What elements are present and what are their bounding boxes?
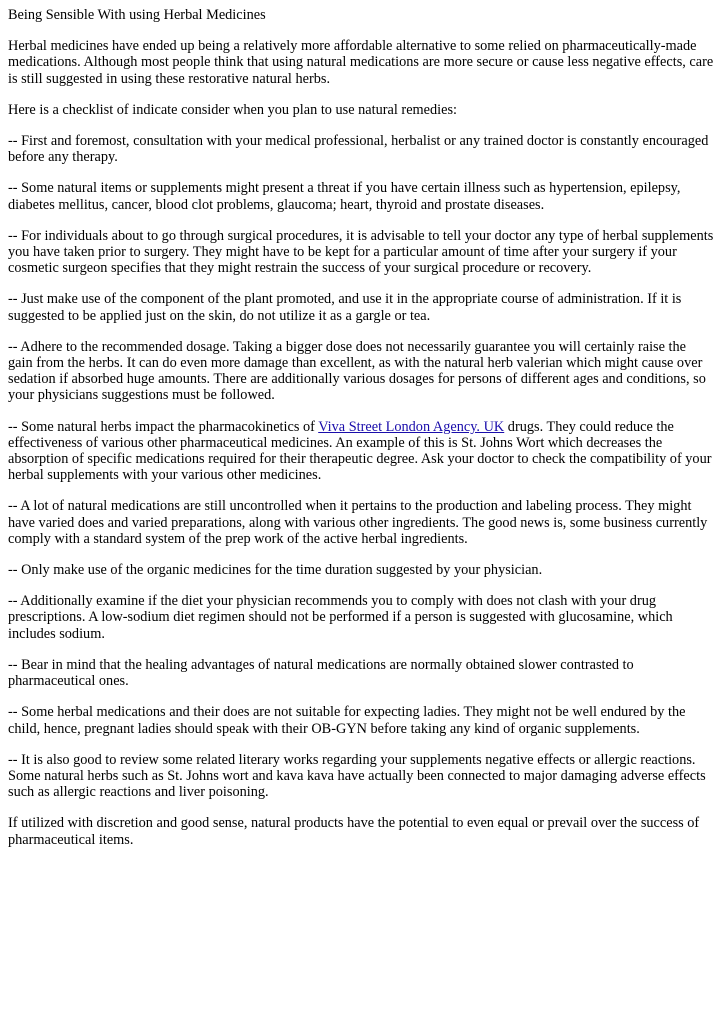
checklist-item: -- Additionally examine if the diet your physician recommends you to comply with does not clash with your drug prescriptions. A low-sodium diet regimen should not be performed if a person is suggested with glucosamine, which includes sodium. [8,593,673,642]
document-title: Being Sensible With using Herbal Medicines [8,7,266,23]
checklist-item: -- Some natural items or supplements might present a threat if you have certain illness such as hypertension, epilepsy, diabetes mellitus, cancer, blood clot problems, glaucoma; heart, thyroid and prostate diseases. [8,180,681,213]
checklist-item: -- Bear in mind that the healing advantages of natural medications are normally obtained slower contrasted to pharmaceutical ones. [8,656,634,690]
intro-paragraph: Herbal medicines have ended up being a relatively more affordable alternative to some relied on pharmaceutically-made medications. Although most people think that using natural medications are more secure or cause less negative effects, care is still suggested in using these restorative natural herbs. [8,38,714,87]
checklist-item: -- First and foremost, consultation with your medical professional, herbalist or any trained doctor is constantly encouraged before any therapy. [8,133,709,166]
checklist-intro: Here is a checklist of indicate consider when you plan to use natural remedies: [8,101,458,118]
conclusion-paragraph: If utilized with discretion and good sense, natural products have the potential to even equal or prevail over the success of pharmaceutical items. [8,815,700,848]
checklist-item-pharmacokinetics [8,419,714,484]
agency-link[interactable]: Viva Street London Agency. UK [318,418,505,435]
item-text-after-link: drugs. They could reduce the effectiveness of various other pharmaceutical medicines. An example of this is St. Johns Wort which decreases the absorption of specific medications required for their therapeutic degree. Ask your doctor to check the compatibility of your herbal supplements with your various other medicines. [8,418,712,484]
item-text-before-link: -- Some natural herbs impact the pharmacokinetics of [8,418,319,435]
checklist-item: -- For individuals about to go through surgical procedures, it is advisable to tell your doctor any type of herbal supplements you have taken prior to surgery. They might have to be kept for a particular amount of time after your surgery if your cosmetic surgeon specifies that they might restrain the success of your surgical procedure or recovery. [8,227,714,277]
checklist-item: -- It is also good to review some related literary works regarding your supplements negative effects or allergic reactions. Some natural herbs such as St. Johns wort and kava kava have actually been connected to major damaging adverse effects such as allergic reactions and liver poisoning. [8,751,706,801]
checklist-item: -- Just make use of the component of the plant promoted, and use it in the appropriate course of administration. If it is suggested to be applied just on the skin, do not utilize it as a gargle or tea. [8,291,682,324]
checklist-item: -- Adhere to the recommended dosage. Taking a bigger dose does not necessarily guarantee you will certainly raise the gain from the herbs. It can do even more damage than excellent, as with the natural herb valerian which might cause over sedation if absorbed huge amounts. There are additionally various dosages for persons of different ages and conditions, so your physicians suggestions must be followed. [8,338,706,404]
checklist-item: -- Only make use of the organic medicines for the time duration suggested by your physician. [8,562,543,579]
checklist-item: -- Some herbal medications and their does are not suitable for expecting ladies. They might not be well endured by the child, hence, pregnant ladies should speak with their OB-GYN before taking any kind of organic supplements. [8,704,686,737]
checklist-item: -- A lot of natural medications are still uncontrolled when it pertains to the production and labeling process. They might have varied does and varied preparations, along with various other ingredients. The good news is, some business currently comply with a standard system of the prep work of the active herbal ingredients. [8,498,708,547]
